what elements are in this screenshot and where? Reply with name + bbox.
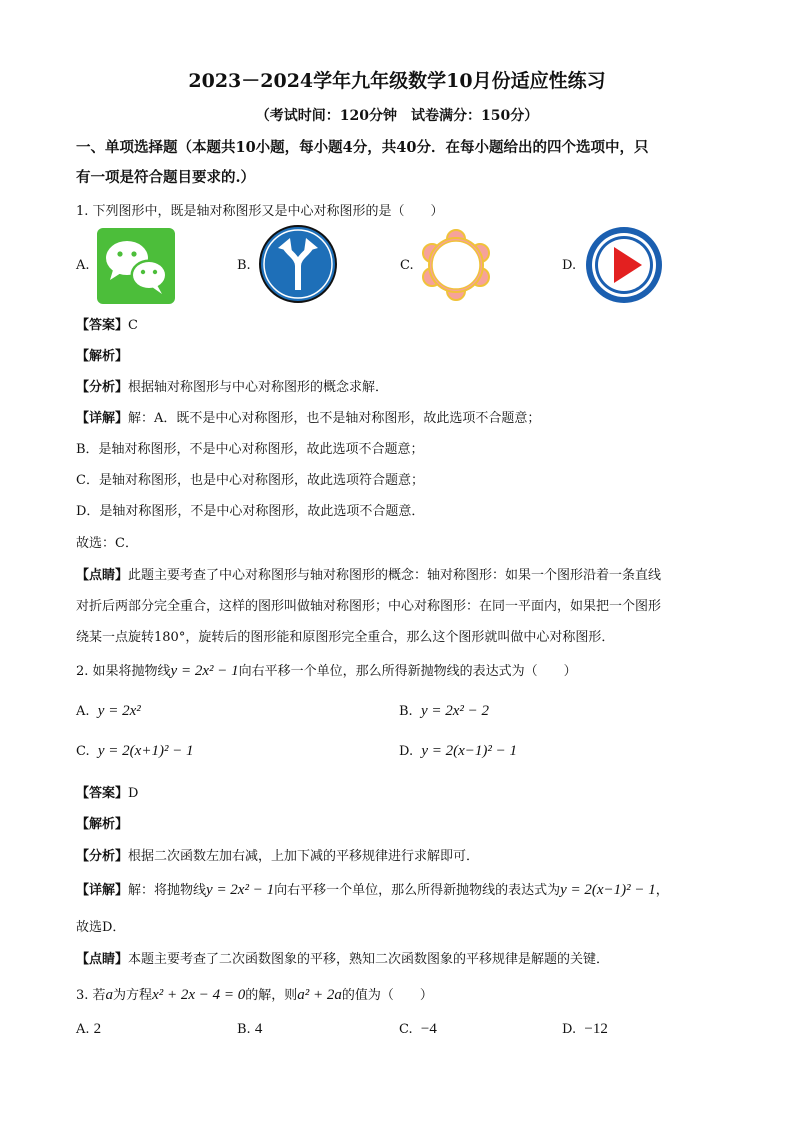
dianjing-tag: 【点睛】	[76, 952, 129, 967]
option-label: A.	[76, 704, 90, 719]
option-label: D.	[399, 744, 414, 759]
fenxi-text: 根据二次函数左加右减，上加下减的平移规律进行求解即可．	[128, 849, 480, 864]
exam-info: （考试时间：120分钟 试卷满分：150分）	[255, 108, 539, 124]
fenxi-tag: 【分析】	[76, 849, 129, 864]
xiangjie-text: 解：将抛物线	[128, 883, 207, 898]
section-heading: 一、单项选择题（本题共10小题，每小题4分，共40分．在每小题给出的四个选项中，只	[76, 139, 649, 156]
stem-text: 的解，则	[245, 988, 298, 1003]
q3-option-a	[76, 1021, 101, 1038]
xiangjie-line: C．是轴对称图形，也是中心对称图形，故此选项符合题意；	[76, 473, 424, 488]
xiangjie-text: 向右平移一个单位，那么所得新抛物线的表达式为	[274, 883, 561, 898]
fenxi-text: 根据轴对称图形与中心对称图形的概念求解．	[128, 380, 389, 395]
dianjing-1	[76, 564, 661, 583]
wechat-icon	[97, 228, 175, 304]
stem-text: 向右平移一个单位，那么所得新抛物线的表达式为（ ）	[238, 664, 577, 679]
dianjing-line: 对折后两部分完全重合，这样的图形叫做轴对称图形；中心对称图形：在同一平面内，如果把一个图形	[76, 599, 662, 614]
answer-tag: 【答案】	[76, 318, 129, 333]
dianjing-2	[76, 948, 609, 967]
dianjing-text: 本题主要考查了二次函数图象的平移，熟知二次函数图象的平移规律是解题的关键．	[128, 952, 610, 967]
option-label: B.	[399, 704, 413, 719]
xiangjie-1	[76, 407, 540, 426]
xiangjie-line: B．是轴对称图形，不是中心对称图形，故此选项不合题意；	[76, 442, 424, 457]
q3-option-d	[562, 1021, 608, 1038]
stem-text: 的值为（ ）	[341, 988, 433, 1003]
xiangjie-result-formula: y = 2(x−1)² − 1	[560, 882, 656, 898]
option-label: A.	[76, 1022, 90, 1037]
option-c-label: C.	[400, 258, 414, 273]
xiangjie-tag: 【详解】	[76, 883, 129, 898]
option-label: D.	[562, 1022, 577, 1037]
conclusion-2: 故选D．	[76, 920, 126, 935]
fenxi-1	[76, 376, 388, 395]
option-formula: y = 2x² − 2	[420, 703, 490, 719]
xiangjie-tag: 【详解】	[76, 411, 129, 426]
option-formula: y = 2(x+1)² − 1	[97, 743, 194, 759]
q2-option-c	[76, 743, 194, 760]
q3-option-c	[399, 1021, 437, 1038]
play-button-icon	[584, 225, 664, 305]
q2-option-d	[399, 743, 517, 760]
q2-option-a	[76, 703, 141, 720]
stem-variable: a	[105, 987, 114, 1003]
xiangjie-2: 【详解】解：将抛物线y = 2x² − 1向右平移一个单位，那么所得新抛物线的表达式为y = 2(x−1)² − 1，	[76, 882, 669, 898]
stem-text: 3. 若	[76, 988, 106, 1003]
answer-1	[76, 314, 138, 333]
stem-expression: a² + 2a	[297, 987, 342, 1003]
analysis-tag: 【解析】	[76, 817, 129, 832]
analysis-tag: 【解析】	[76, 349, 129, 364]
flower-ring-icon	[420, 229, 492, 301]
option-label: B.	[237, 1022, 251, 1037]
stem-text: 2. 如果将抛物线	[76, 664, 171, 679]
answer-value: C	[128, 318, 138, 333]
option-a-label: A.	[76, 258, 90, 273]
q2-option-b	[399, 703, 489, 720]
q3-option-b	[237, 1021, 262, 1038]
option-value: −12	[584, 1021, 608, 1037]
answer-2	[76, 782, 138, 801]
road-sign-fork-icon	[258, 224, 338, 304]
option-label: C.	[399, 1022, 413, 1037]
conclusion-1: 故选：C．	[76, 536, 138, 551]
answer-tag: 【答案】	[76, 786, 129, 801]
stem-formula: y = 2x² − 1	[170, 663, 239, 679]
dianjing-line: 此题主要考查了中心对称图形与轴对称图形的概念：轴对称图形：如果一个图形沿着一条直线	[128, 568, 662, 583]
question-2-stem	[76, 660, 577, 680]
option-formula: y = 2x²	[97, 703, 141, 719]
stem-text: 为方程	[113, 988, 153, 1003]
option-value: 4	[254, 1021, 263, 1037]
fenxi-tag: 【分析】	[76, 380, 129, 395]
page-title: 2023－2024学年九年级数学10月份适应性练习	[188, 70, 606, 92]
answer-value: D	[128, 786, 139, 801]
option-formula: y = 2(x−1)² − 1	[421, 743, 518, 759]
fenxi-2	[76, 845, 479, 864]
section-heading-cont: 有一项是符合题目要求的.）	[76, 169, 256, 186]
dianjing-line: 绕某一点旋转180°，旋转后的图形能和原图形完全重合，那么这个图形就叫做中心对称图形．	[76, 630, 615, 645]
question-1-stem: 1. 下列图形中，既是轴对称图形又是中心对称图形的是（ ）	[76, 204, 444, 219]
question-3-stem	[76, 984, 433, 1004]
option-value: −4	[420, 1021, 437, 1037]
xiangjie-formula: y = 2x² − 1	[206, 882, 275, 898]
xiangjie-line: 解：A．既不是中心对称图形，也不是轴对称图形，故此选项不合题意；	[128, 411, 541, 426]
xiangjie-line: D．是轴对称图形，不是中心对称图形，故此选项不合题意．	[76, 504, 425, 519]
option-value: 2	[93, 1021, 102, 1037]
option-d-label: D.	[562, 258, 577, 273]
stem-equation: x² + 2x − 4 = 0	[152, 987, 246, 1003]
option-label: C.	[76, 744, 90, 759]
option-b-label: B.	[237, 258, 251, 273]
dianjing-tag: 【点睛】	[76, 568, 129, 583]
